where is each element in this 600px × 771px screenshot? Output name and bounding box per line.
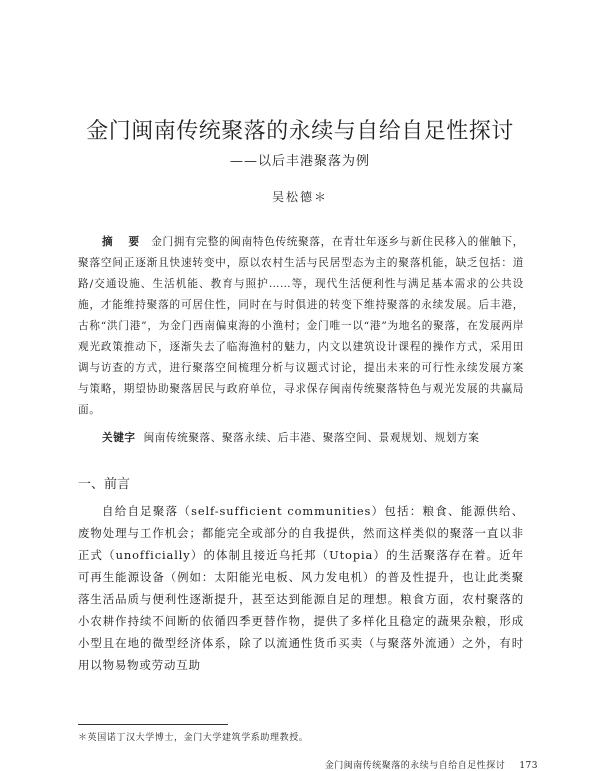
footnote-divider xyxy=(78,724,228,725)
section-heading: 一、前言 xyxy=(78,477,131,492)
paper-title: 金门闽南传统聚落的永续与自给自足性探讨 xyxy=(86,119,514,144)
section-body: 自给自足聚落（self-sufficient communities）包括：粮食、能源供给、废物处理与工作机会；都能完全或部分的自我提供，然而这样类似的聚落一直以非正式（unofficially）的体制且接近乌托邦（Utopia）的生活聚落存在着。近年可再生能源设备（例如：太阳能光电板、风力发电机）的普及性提升，也让此类聚落生活品质与便利性逐渐提升，甚至达到能源自足的理想。粮食方面，农村聚落的小农耕作持续不间断的依循四季更替作物，提供了多样化且稳定的蔬果杂粮，形成小型且在地的微型经济体系，除了以流通性货币买卖（与聚落外流通）之外，有时用以物易物或劳动互助 xyxy=(78,504,524,672)
keywords-text: 闽南传统聚落、聚落永续、后丰港、聚落空间、景观规划、规划方案 xyxy=(143,432,480,444)
running-footer xyxy=(325,758,538,771)
keywords-label: 关键字 xyxy=(102,432,136,444)
author-name: 吴松德＊ xyxy=(271,190,328,204)
running-footer-title: 金门闽南传统聚落的永续与自给自足性探讨 xyxy=(324,761,506,771)
paper-subtitle: ——以后丰港聚落为例 xyxy=(229,154,370,169)
abstract-label: 摘 要 xyxy=(102,236,146,248)
keywords-block xyxy=(78,428,524,449)
footnote: ＊英国诺丁汉大学博士，金门大学建筑学系助理教授。 xyxy=(78,733,309,743)
abstract-block xyxy=(78,232,524,421)
abstract-text: 金门拥有完整的闽南特色传统聚落，在青壮年逐乡与新住民移入的催触下，聚落空间正逐渐且快速转变中，原以农村生活与民居型态为主的聚落机能，缺乏包括：道路/交通设施、生活机能、教育与照护……等，现代生活便利性与满足基本需求的公共设施，才能维持聚落的可居住性，同时在与时俱进的转变下维持聚落的永续发展。后丰港，古称“洪门港”，为金门西南偏東海的小渔村；金门唯一以“港”为地名的聚落，在发展两岸观光政策推动下，逐渐失去了临海渔村的魅力，内文以建筑设计课程的操作方式，采用田调与访查的方式，进行聚落空间梳理分析与议题式讨论，提出未来的可行性永续发展方案与策略，期望协助聚落居民与政府单位，寻求保存闽南传统聚落特色与观光发展的共赢局面。 xyxy=(78,236,524,416)
page-number: 173 xyxy=(519,761,538,771)
